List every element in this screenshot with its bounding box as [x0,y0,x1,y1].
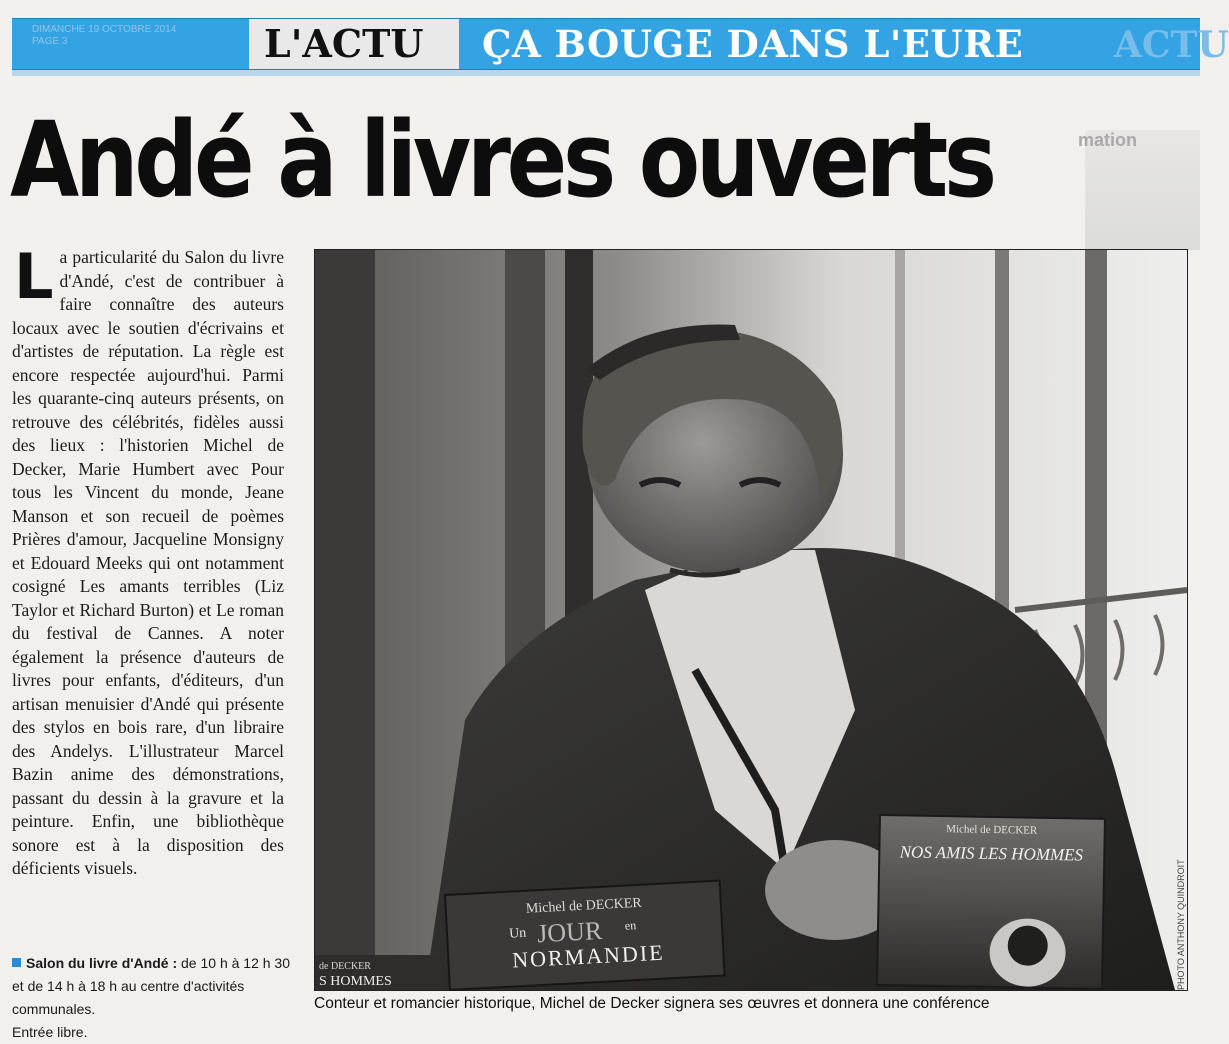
article-body [12,240,284,881]
book-right-author: Michel de DECKER [946,823,1038,837]
photo-credit: PHOTO ANTHONY QUINDROIT [1176,859,1186,990]
photo-caption: Conteur et romancier historique, Michel de Decker signera ses œuvres et donnera une conférence [314,995,990,1012]
book-edge-title: S HOMMES [319,974,392,989]
book-left-word-2: JOUR [536,915,603,949]
event-info-hours-1: de 10 h à 12 h 30 [177,955,290,971]
article-headline: Andé à livres ouverts [10,99,993,221]
photo-illustration [315,250,1187,990]
event-info-hours-2: et de 14 h à 18 h au centre d'activités communales. [12,978,245,1017]
section-header-band [12,18,1229,70]
header-date-ghost-line2: PAGE 3 [32,36,68,47]
header-ghost-right: ACTU [1114,24,1229,66]
bullet-square-icon [12,958,21,967]
event-info-entry: Entrée libre. [12,1024,88,1040]
section-title: ÇA BOUGE DANS L'EURE [482,22,1024,66]
article-photo [314,249,1188,991]
book-right [877,815,1105,989]
article-text: a particularité du Salon du livre d'Andé, c'est de contribuer à faire connaître des auteurs locaux avec le soutien d'écrivains et d'artistes de réputation. La règle est encore respectée aujourd'hui. Parmi les quarante-cinq auteurs présents, on retrouve des célébrités, fidèles aussi des lieux : l'historien Michel de Decker, Marie Humbert avec Pour tous les Vincent du monde, Jeane Manson et son recueil de poèmes Prières d'amour, Jacqueline Monsigny et Edouard Meeks qui ont notamment cosigné Les amants terribles (Liz Taylor et Richard Burton) et Le roman du festival de Cannes. A noter également la présence d'auteurs de livres pour enfants, d'éditeurs, d'un artisan menuisier d'Andé qui présente des stylos en bois rare, d'un libraire des Andelys. L'illustrateur Marcel Bazin anime des démonstrations, passant du dessin à la gravure et la peinture. Enfin, une bibliothèque sonore est à la disposition des déficients visuels. [12,247,284,878]
book-left-word-3: en [624,918,637,933]
adjacent-page-ghost-text: mation [1078,130,1138,150]
event-info [12,952,312,1044]
header-date-ghost-line1: DIMANCHE 19 OCTOBRE 2014 [32,24,177,35]
book-edge [315,955,445,990]
book-edge-author: de DECKER [319,961,371,972]
section-label: L'ACTU [264,21,424,66]
event-info-label: Salon du livre d'Andé : [26,955,178,971]
drop-cap: L [14,240,54,313]
book-right-title: NOS AMIS LES HOMMES [899,842,1084,865]
photo-pillar-left [315,250,375,990]
book-left-author: Michel de DECKER [525,895,643,917]
header-date-ghost [32,24,176,48]
book-left-place: NORMANDIE [511,939,666,973]
book-left-word-1: Un [508,925,527,942]
book-left [445,881,725,990]
